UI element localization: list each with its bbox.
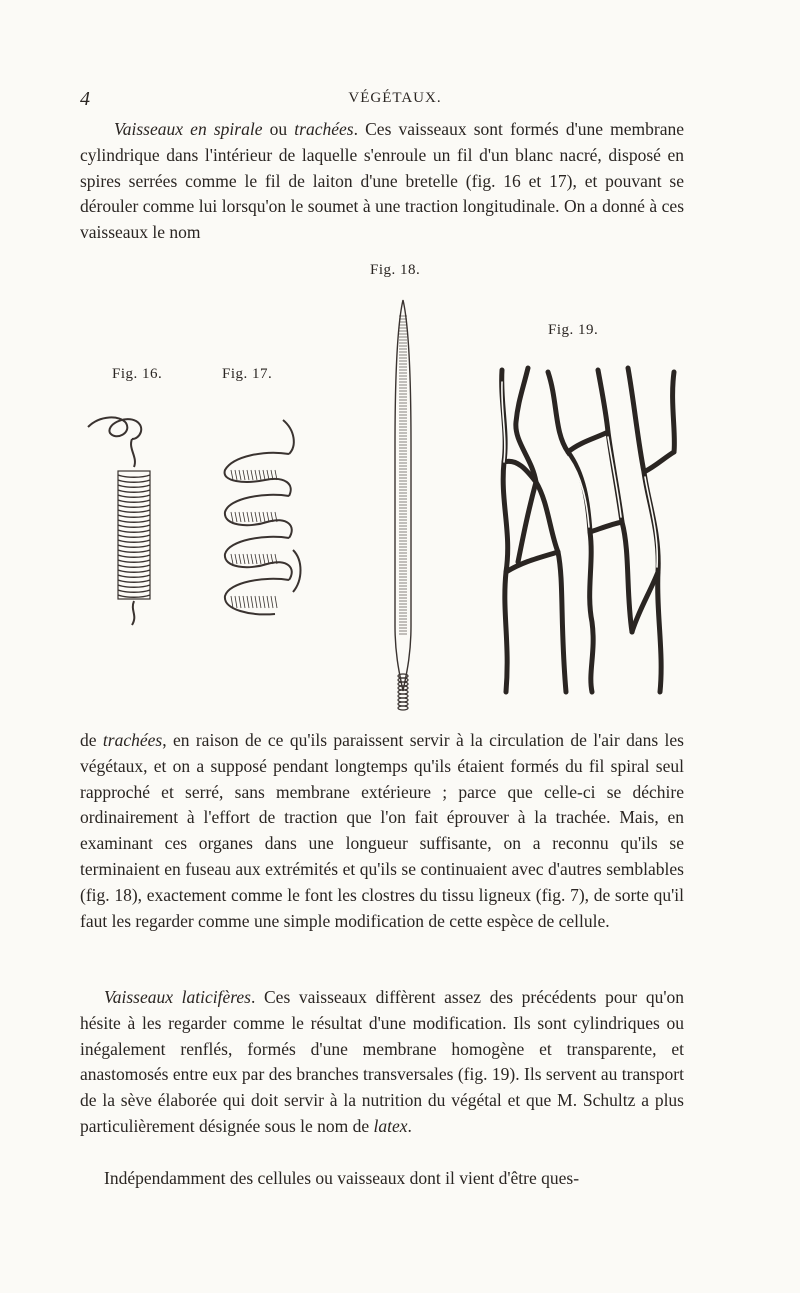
spiral-coil-stroke bbox=[118, 585, 150, 587]
ribbon-hatch-stroke bbox=[271, 596, 273, 608]
paragraph-tracheae-continued bbox=[80, 728, 684, 934]
figure-17-ribbon-spiral-illustration bbox=[205, 410, 315, 635]
spiral-coil-stroke bbox=[118, 555, 150, 557]
ribbon-hatch-stroke bbox=[243, 596, 245, 608]
term-tracheae: trachées bbox=[102, 730, 163, 750]
text-fragment: ou bbox=[262, 119, 295, 139]
spiral-coil-stroke bbox=[118, 520, 150, 522]
spiral-coil-stroke bbox=[118, 505, 150, 507]
ribbon-hatch-stroke bbox=[263, 596, 265, 608]
spiral-coil-stroke bbox=[118, 525, 150, 527]
ribbon-hatch-stroke bbox=[247, 554, 249, 564]
ribbon-hatch-stroke bbox=[239, 596, 241, 608]
spiral-coil-stroke bbox=[118, 495, 150, 497]
ribbon-hatch-stroke bbox=[235, 512, 237, 522]
ribbon-hatch-stroke bbox=[255, 512, 257, 522]
spiral-coil-stroke bbox=[118, 535, 150, 537]
spiral-coil-stroke bbox=[118, 485, 150, 487]
paragraph-laticiferous-vessels bbox=[80, 985, 684, 1140]
ribbon-hatch-stroke bbox=[231, 512, 233, 522]
ribbon-hatch-stroke bbox=[239, 470, 241, 480]
ribbon-hatch-stroke bbox=[263, 554, 265, 564]
figure-17-label: Fig. 17. bbox=[222, 366, 273, 382]
ribbon-hatch-stroke bbox=[267, 596, 269, 608]
spiral-coil-stroke bbox=[118, 545, 150, 547]
term-latex: latex bbox=[373, 1115, 408, 1136]
ribbon-hatch-stroke bbox=[267, 512, 269, 522]
ribbon-hatch-stroke bbox=[235, 554, 237, 564]
paragraph-continuation: Indépendamment des cellules ou vaisseaux dont il vient d'être ques- bbox=[104, 1168, 580, 1188]
ribbon-hatch-stroke bbox=[251, 596, 253, 608]
spiral-coil-stroke bbox=[118, 530, 150, 532]
figure-18-label: Fig. 18. bbox=[370, 262, 421, 278]
ribbon-hatch-stroke bbox=[259, 596, 261, 608]
figure-16-spiral-vessel-illustration bbox=[80, 405, 180, 630]
ribbon-hatch-stroke bbox=[247, 512, 249, 522]
running-title: VÉGÉTAUX. bbox=[348, 90, 442, 106]
ribbon-hatch-stroke bbox=[251, 554, 253, 564]
figure-19-laticiferous-vessels-illustration bbox=[488, 362, 688, 702]
paragraph-spiral-vessels bbox=[80, 117, 684, 246]
ribbon-hatch-stroke bbox=[243, 470, 245, 480]
ribbon-hatch-stroke bbox=[251, 512, 253, 522]
figure-16-label: Fig. 16. bbox=[112, 366, 163, 382]
spiral-coil-stroke bbox=[118, 550, 150, 552]
spiral-coil-stroke bbox=[118, 595, 150, 597]
ribbon-hatch-stroke bbox=[263, 470, 265, 480]
spiral-coil-stroke bbox=[118, 540, 150, 542]
paragraph-text: , en raison de ce qu'ils paraissent servir à la circulation de l'air dans les végétaux, et on a supposé pendant longtemps qu'ils étaient formés du fil spiral seul rapproché et serré, sans membrane extérieure ; parce que celle-ci se déchire ordinairement à l'effort de traction que l'on fait éprouver à la trachée. Mais, en examinant ces organes dans une longueur suffisante, on a reconnu qu'ils se terminaient en fuseau aux extrémités et qu'ils se continuaient avec d'autres semblables (fig. 18), exactement comme le font les clostres du tissu ligneux (fig. 7), de sorte qu'il faut les regarder comme une simple modification de cette espèce de cellule. bbox=[80, 730, 684, 931]
ribbon-hatch-stroke bbox=[275, 596, 277, 608]
section-lead-laticiferous: Vaisseaux laticifères bbox=[104, 987, 251, 1007]
ribbon-hatch-stroke bbox=[239, 554, 241, 564]
paragraph-text: . Ces vaisseaux diffèrent assez des précédents pour qu'on hésite à les regarder comme le résultat d'une modification. Ils sont cylindriques ou inégalement renflés, formés d'une membrane homogène et transparente, et anastomosés entre eux par des branches transversales (fig. 19). Ils servent au transport de la sève élaborée qui doit servir à la nutrition du végétal et que M. Schultz a plus particulièrement désignée sous le nom de bbox=[80, 987, 684, 1136]
spiral-coil-stroke bbox=[118, 575, 150, 577]
spiral-coil-stroke bbox=[118, 580, 150, 582]
ribbon-hatch-stroke bbox=[255, 554, 257, 564]
term-tracheae: trachées bbox=[294, 119, 354, 139]
spiral-coil-stroke bbox=[118, 570, 150, 572]
spiral-coil-stroke bbox=[118, 510, 150, 512]
figure-19-label: Fig. 19. bbox=[548, 322, 599, 338]
ribbon-hatch-stroke bbox=[263, 512, 265, 522]
ribbon-hatch-stroke bbox=[231, 554, 233, 564]
ribbon-hatch-stroke bbox=[259, 470, 261, 480]
spiral-coil-stroke bbox=[118, 490, 150, 492]
ribbon-hatch-stroke bbox=[255, 596, 257, 608]
spiral-coil-stroke bbox=[118, 475, 150, 477]
ribbon-hatch-stroke bbox=[235, 596, 237, 608]
page-number: 4 bbox=[80, 88, 90, 110]
ribbon-hatch-stroke bbox=[231, 470, 233, 480]
ribbon-hatch-stroke bbox=[239, 512, 241, 522]
section-lead-spiral: Vaisseaux en spirale bbox=[114, 119, 263, 139]
ribbon-hatch-stroke bbox=[267, 554, 269, 564]
spiral-coil-stroke bbox=[118, 565, 150, 567]
ribbon-hatch-stroke bbox=[259, 512, 261, 522]
ribbon-hatch-stroke bbox=[251, 470, 253, 480]
text-fragment: de bbox=[80, 730, 103, 750]
ribbon-hatch-stroke bbox=[247, 596, 249, 608]
figure-18-fusiform-vessel-illustration bbox=[378, 296, 428, 716]
spiral-coil-stroke bbox=[118, 515, 150, 517]
spiral-coil-stroke bbox=[118, 560, 150, 562]
text-fragment: . bbox=[407, 1115, 412, 1136]
ribbon-hatch-stroke bbox=[255, 470, 257, 480]
ribbon-hatch-stroke bbox=[247, 470, 249, 480]
ribbon-hatch-stroke bbox=[243, 512, 245, 522]
spiral-coil-stroke bbox=[118, 480, 150, 482]
paragraph-text: . Ces vaisseaux sont formés d'une membrane cylindrique dans l'intérieur de laquelle s'enroule un fil d'un blanc nacré, disposé en spires serrées comme le fil de laiton d'une bretelle (fig. 16 et 17), et pouvant se dérouler comme lui lorsqu'on le soumet à une traction longitudinale. On a donné à ces vaisseaux le nom bbox=[80, 119, 685, 243]
spiral-coil-stroke bbox=[118, 590, 150, 592]
vessel-end-coil bbox=[398, 706, 408, 710]
ribbon-hatch-stroke bbox=[243, 554, 245, 564]
page-header bbox=[80, 88, 710, 110]
spiral-coil-stroke bbox=[118, 500, 150, 502]
ribbon-hatch-stroke bbox=[259, 554, 261, 564]
ribbon-hatch-stroke bbox=[235, 470, 237, 480]
